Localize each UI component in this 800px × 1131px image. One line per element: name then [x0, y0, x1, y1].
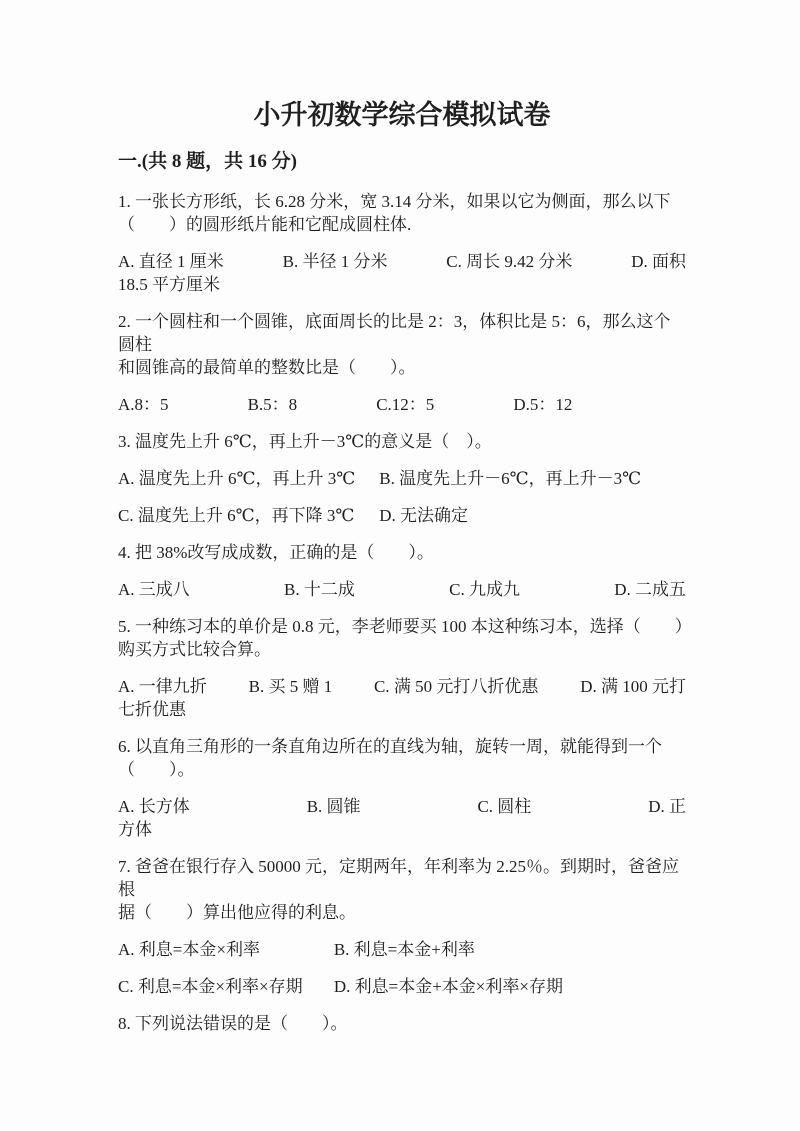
question-2-option-d: D.5：12	[513, 395, 573, 414]
question-text-line: 据（ ）算出他应得的利息。	[118, 903, 356, 922]
question-text-line: （ ）的圆形纸片能和它配成圆柱体.	[118, 215, 412, 234]
question-8	[118, 1012, 686, 1035]
question-4-option-c: C. 九成九	[449, 580, 520, 599]
question-6-option-d: D. 正	[648, 797, 686, 816]
question-3-text	[118, 430, 686, 453]
question-6-option-a: A. 长方体	[118, 797, 190, 816]
question-text-line: 6. 以直角三角形的一条直角边所在的直线为轴，旋转一周，就能得到一个	[118, 737, 662, 756]
question-1-option-d: D. 面积	[631, 252, 686, 271]
question-text-line: 4. 把 38%改写成成数，正确的是（ ）。	[118, 543, 434, 562]
option-row	[118, 504, 686, 527]
question-5-option-d-continuation: 七折优惠	[118, 700, 186, 719]
question-5	[118, 615, 692, 721]
question-4-option-d: D. 二成五	[614, 580, 686, 599]
question-6	[118, 735, 686, 841]
question-4	[118, 541, 686, 601]
question-2-text	[118, 310, 686, 379]
question-1-text	[118, 190, 686, 236]
option-row	[118, 467, 686, 490]
question-2-options	[118, 393, 686, 416]
question-4-text	[118, 541, 686, 564]
question-3-option-a: A. 温度先上升 6℃，再上升 3℃	[118, 469, 356, 488]
question-5-option-b: B. 买 5 赠 1	[248, 677, 333, 696]
question-3-options-ab	[118, 467, 686, 490]
question-text-line: 3. 温度先上升 6℃，再上升－3℃的意义是（ ）。	[118, 432, 492, 451]
question-7-option-a: A. 利息=本金×利率	[118, 940, 260, 959]
question-text-line: 1. 一张长方形纸，长 6.28 分米，宽 3.14 分米，如果以它为侧面，那么以下	[118, 192, 671, 211]
question-3-option-c: C. 温度先上升 6℃，再下降 3℃	[118, 506, 355, 525]
option-row	[118, 578, 686, 601]
exam-title: 小升初数学综合模拟试卷	[253, 100, 551, 130]
question-3-option-b: B. 温度先上升－6℃，再上升－3℃	[379, 469, 642, 488]
question-4-options	[118, 578, 686, 601]
question-1-options	[118, 250, 686, 296]
option-row	[118, 975, 686, 998]
question-6-text	[118, 735, 686, 781]
question-5-text	[118, 615, 692, 661]
question-5-options	[118, 675, 686, 721]
question-5-option-c: C. 满 50 元打八折优惠	[374, 677, 539, 696]
question-3-options-cd	[118, 504, 686, 527]
question-6-option-b: B. 圆锥	[306, 797, 361, 816]
question-text-line: 7. 爸爸在银行存入 50000 元，定期两年，年利率为 2.25％。到期时，爸爸应根	[118, 857, 679, 899]
question-1-option-a: A. 直径 1 厘米	[118, 252, 224, 271]
option-row	[118, 250, 686, 273]
exam-page	[118, 0, 692, 1035]
question-2	[118, 310, 686, 416]
question-2-option-b: B.5：8	[247, 395, 298, 414]
option-row	[118, 795, 686, 818]
question-7-text	[118, 855, 686, 924]
question-1-option-d-continuation: 18.5 平方厘米	[118, 275, 220, 294]
question-5-option-a: A. 一律九折	[118, 677, 207, 696]
question-2-option-c: C.12：5	[376, 395, 435, 414]
question-4-option-a: A. 三成八	[118, 580, 190, 599]
question-7-option-c: C. 利息=本金×利率×存期	[118, 977, 303, 996]
question-2-option-a: A.8：5	[118, 395, 169, 414]
question-4-option-b: B. 十二成	[284, 580, 355, 599]
question-8-text	[118, 1012, 686, 1035]
question-7-options-cd	[118, 975, 686, 998]
question-7-options-ab	[118, 938, 686, 961]
question-7-option-b: B. 利息=本金+利率	[333, 940, 475, 959]
question-1	[118, 190, 686, 296]
question-3	[118, 430, 686, 527]
question-1-option-c: C. 周长 9.42 分米	[446, 252, 573, 271]
question-text-line: 2. 一个圆柱和一个圆锥，底面周长的比是 2：3，体积比是 5：6，那么这个圆柱	[118, 312, 671, 354]
option-row	[118, 938, 686, 961]
question-text-line: 和圆锥高的最简单的整数比是（ ）。	[118, 358, 416, 377]
question-6-options	[118, 795, 686, 841]
question-text-line: （ ）。	[118, 760, 195, 779]
question-5-option-d: D. 满 100 元打	[580, 677, 686, 696]
question-6-option-d-continuation: 方体	[118, 820, 152, 839]
question-text-line: 5. 一种练习本的单价是 0.8 元，李老师要买 100 本这种练习本，选择（ ）	[118, 617, 692, 636]
question-3-option-d: D. 无法确定	[379, 506, 469, 525]
section-heading: 一.(共 8 题，共 16 分)	[118, 151, 297, 172]
question-text-line: 8. 下列说法错误的是（ ）。	[118, 1014, 348, 1033]
option-row	[118, 675, 686, 698]
question-7	[118, 855, 686, 998]
option-row	[118, 393, 572, 416]
question-7-option-d: D. 利息=本金+本金×利率×存期	[333, 977, 563, 996]
question-6-option-c: C. 圆柱	[477, 797, 532, 816]
question-1-option-b: B. 半径 1 分米	[282, 252, 388, 271]
question-text-line: 购买方式比较合算。	[118, 640, 271, 659]
